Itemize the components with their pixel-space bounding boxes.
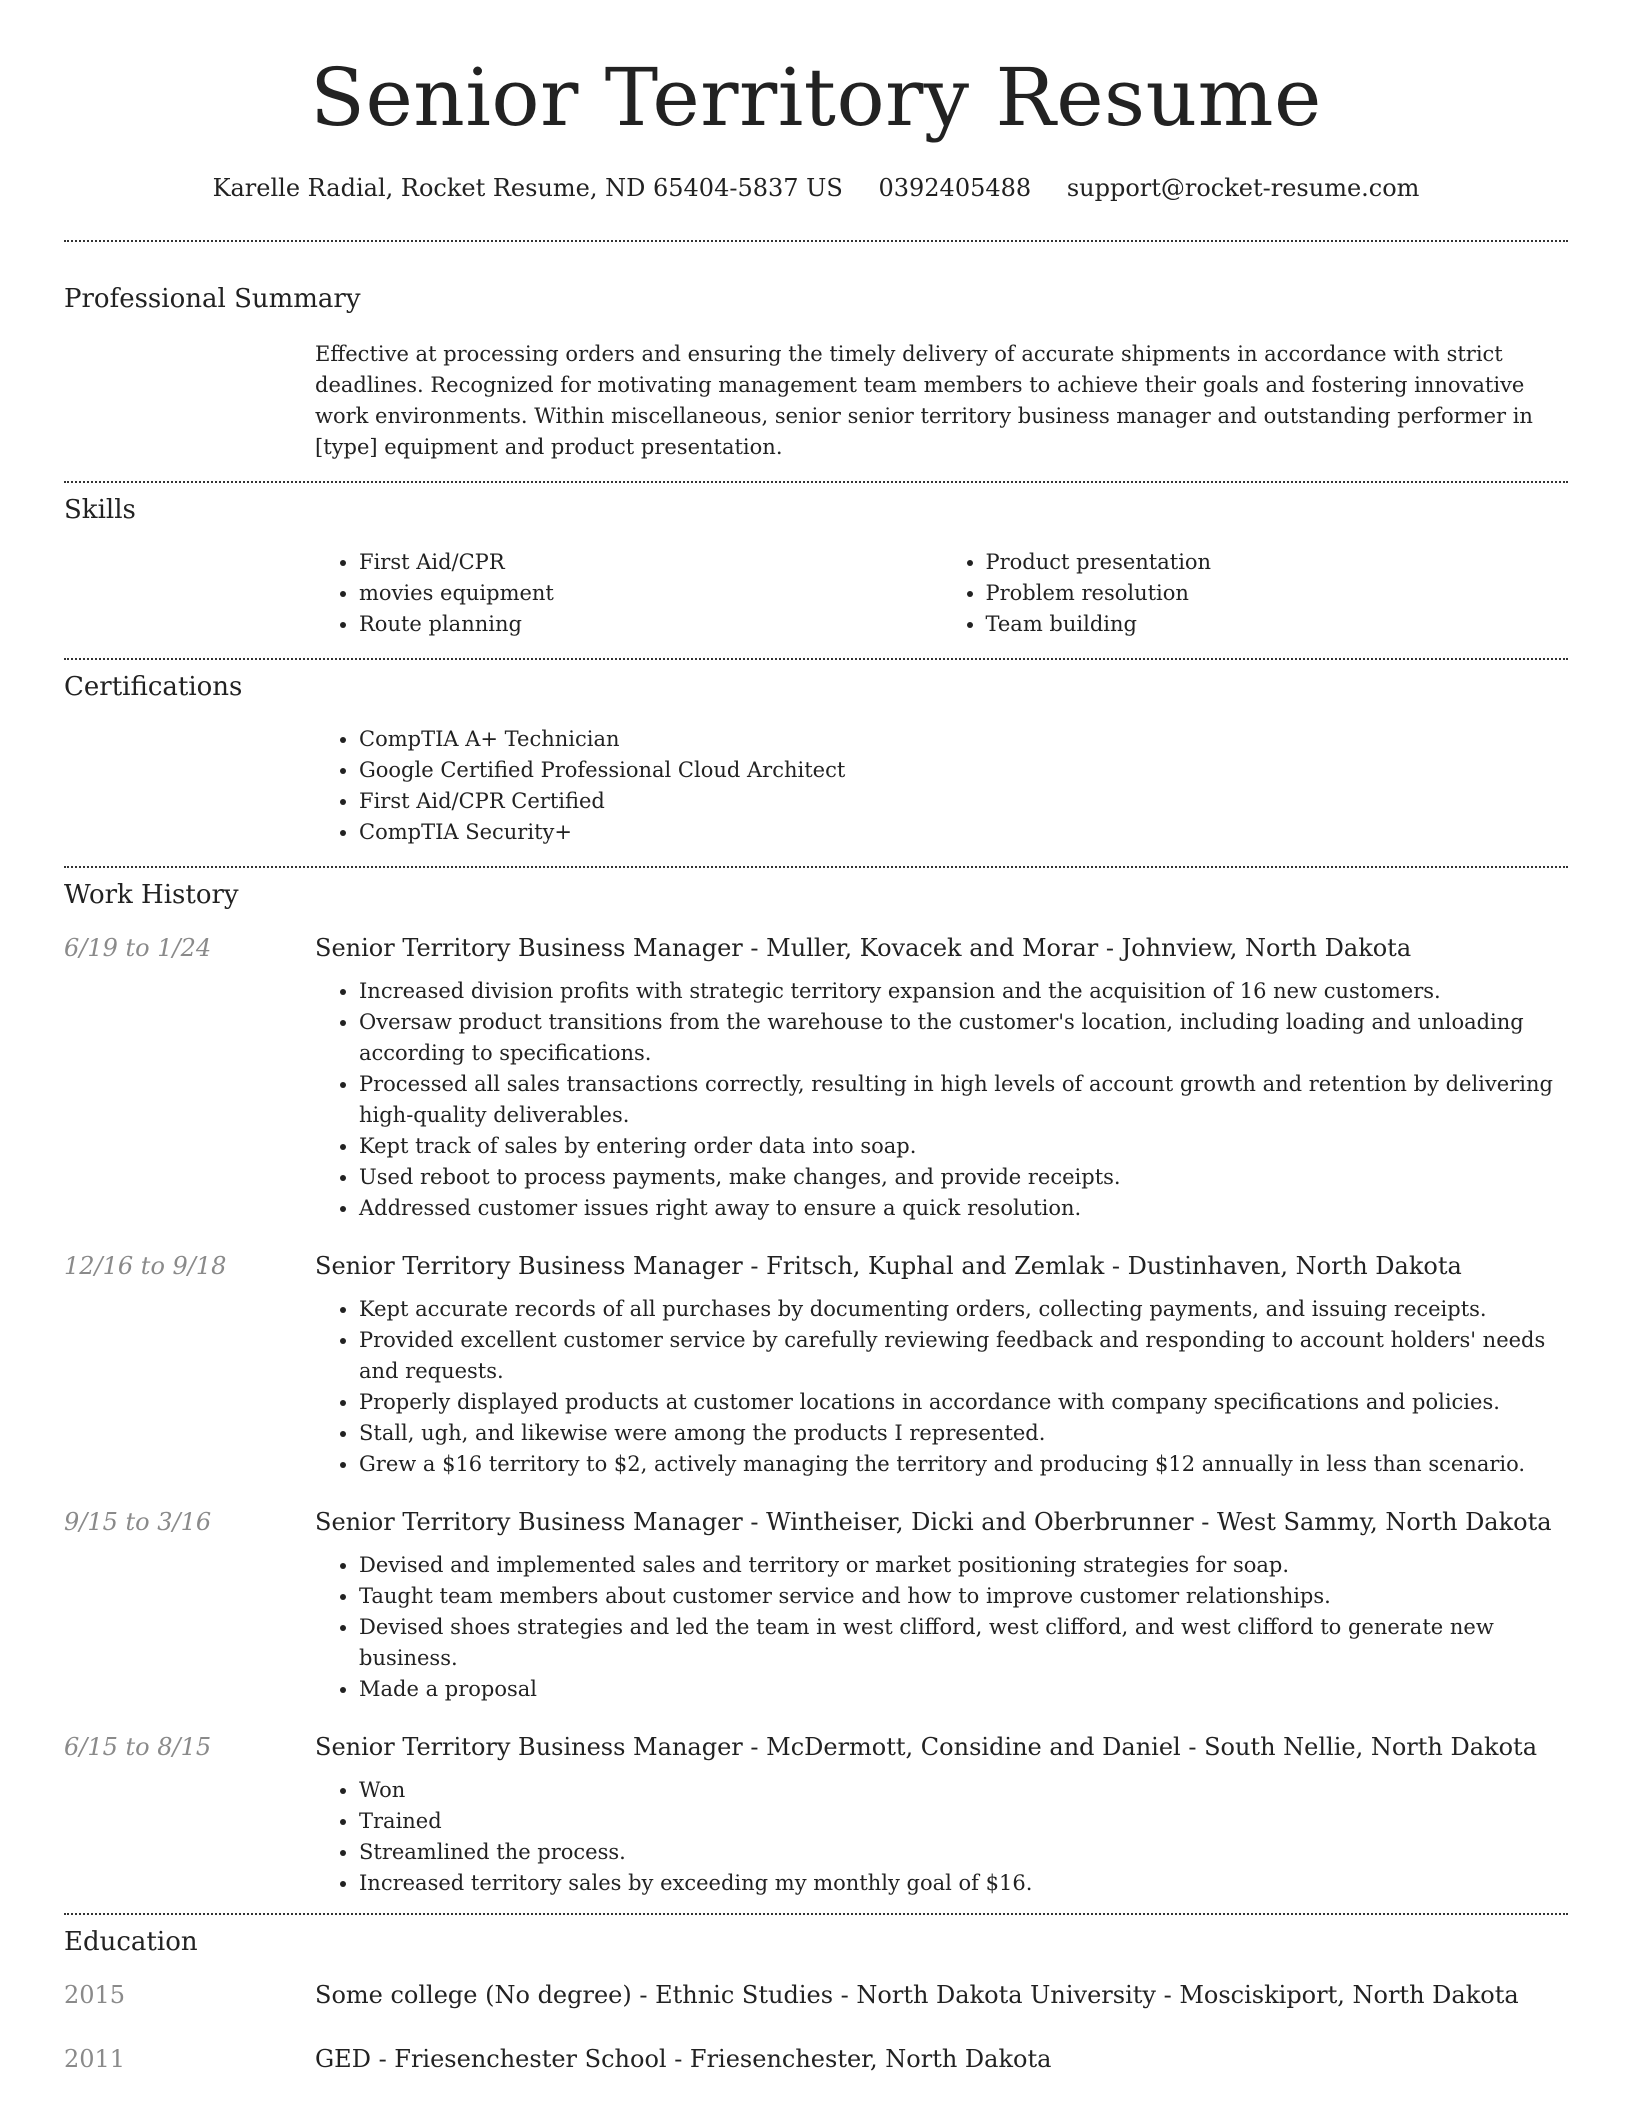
skills-column-right <box>942 547 1569 640</box>
list-item: • First Aid/CPR <box>359 547 942 578</box>
list-item: • Team building <box>986 609 1569 640</box>
list-item: • CompTIA A+ Technician <box>359 724 1568 755</box>
job-bullets <box>315 1550 1568 1705</box>
divider <box>64 1913 1568 1915</box>
list-item: • Addressed customer issues right away to ensure a quick resolution. <box>359 1193 1568 1224</box>
education-detail: GED - Friesenchester School - Friesenchester, North Dakota <box>315 2045 1052 2073</box>
divider <box>64 240 1568 242</box>
resume-title: Senior Territory Resume <box>310 51 1322 144</box>
job-title: Senior Territory Business Manager - Wintheiser, Dicki and Oberbrunner - West Sammy, North Dakota <box>315 1508 1552 1536</box>
section-title-work-history: Work History <box>64 880 239 910</box>
education-entry <box>64 1981 1568 2009</box>
education-year: 2011 <box>64 2045 126 2073</box>
list-item: • Product presentation <box>986 547 1569 578</box>
contact-line <box>64 174 1568 202</box>
list-item: • Streamlined the process. <box>359 1837 1568 1868</box>
list-item: • Processed all sales transactions correctly, resulting in high levels of account growth and retention by delivering high-quality deliverables. <box>359 1069 1568 1131</box>
divider <box>64 866 1568 868</box>
summary-text: Effective at processing orders and ensuring the timely delivery of accurate shipments in accordance with strict deadlines. Recognized for motivating management team members to achieve their goals and fostering innovative work environments. Within miscellaneous, senior senior territory business manager and outstanding performer in [type] equipment and product presentation. <box>315 342 1533 459</box>
job-bullets <box>315 1775 1568 1899</box>
list-item: • Increased division profits with strategic territory expansion and the acquisition of 16 new customers. <box>359 976 1568 1007</box>
list-item: • First Aid/CPR Certified <box>359 786 1568 817</box>
education-detail: Some college (No degree) - Ethnic Studies - North Dakota University - Mosciskiport, North Dakota <box>315 1981 1519 2009</box>
contact-address: Karelle Radial, Rocket Resume, ND 65404-5837 US <box>212 174 843 202</box>
job-dates: 9/15 to 3/16 <box>64 1508 212 1536</box>
job-bullets <box>315 976 1568 1224</box>
section-title-certifications: Certifications <box>64 672 243 702</box>
section-title-education: Education <box>64 1927 198 1957</box>
list-item: • Grew a $16 territory to $2, actively managing the territory and producing $12 annually in less than scenario. <box>359 1449 1568 1480</box>
list-item: • Taught team members about customer service and how to improve customer relationships. <box>359 1581 1568 1612</box>
list-item: • Devised and implemented sales and territory or market positioning strategies for soap. <box>359 1550 1568 1581</box>
job-title: Senior Territory Business Manager - Muller, Kovacek and Morar - Johnview, North Dakota <box>315 934 1412 962</box>
job-dates: 6/19 to 1/24 <box>64 934 212 962</box>
list-item: • movies equipment <box>359 578 942 609</box>
education-year: 2015 <box>64 1981 126 2009</box>
certifications-list <box>315 724 1568 848</box>
skills-list <box>315 547 1568 640</box>
section-title-skills: Skills <box>64 495 136 525</box>
list-item: • Stall, ugh, and likewise were among the products I represented. <box>359 1418 1568 1449</box>
list-item: • Increased territory sales by exceeding my monthly goal of $16. <box>359 1868 1568 1899</box>
list-item: • Used reboot to process payments, make changes, and provide receipts. <box>359 1162 1568 1193</box>
divider <box>64 481 1568 483</box>
list-item: • Devised shoes strategies and led the team in west clifford, west clifford, and west clifford to generate new business. <box>359 1612 1568 1674</box>
job-entry <box>64 1733 1568 1899</box>
list-item: • Kept accurate records of all purchases by documenting orders, collecting payments, and issuing receipts. <box>359 1294 1568 1325</box>
job-entry <box>64 934 1568 1224</box>
list-item: • Provided excellent customer service by carefully reviewing feedback and responding to account holders' needs and requests. <box>359 1325 1568 1387</box>
list-item: • Won <box>359 1775 1568 1806</box>
list-item: • Made a proposal <box>359 1674 1568 1705</box>
contact-email: support@rocket-resume.com <box>1066 174 1420 202</box>
list-item: • Route planning <box>359 609 942 640</box>
list-item: • Problem resolution <box>986 578 1569 609</box>
list-item: • Kept track of sales by entering order data into soap. <box>359 1131 1568 1162</box>
job-title: Senior Territory Business Manager - McDermott, Considine and Daniel - South Nellie, North Dakota <box>315 1733 1537 1761</box>
job-bullets <box>315 1294 1568 1480</box>
list-item: • Oversaw product transitions from the warehouse to the customer's location, including loading and unloading according to specifications. <box>359 1007 1568 1069</box>
section-title-summary: Professional Summary <box>64 284 361 314</box>
job-entry <box>64 1252 1568 1480</box>
job-dates: 6/15 to 8/15 <box>64 1733 212 1761</box>
list-item: • Google Certified Professional Cloud Architect <box>359 755 1568 786</box>
contact-phone: 0392405488 <box>878 174 1032 202</box>
list-item: • CompTIA Security+ <box>359 817 1568 848</box>
job-title: Senior Territory Business Manager - Fritsch, Kuphal and Zemlak - Dustinhaven, North Dakota <box>315 1252 1462 1280</box>
job-entry <box>64 1508 1568 1705</box>
skills-column-left <box>315 547 942 640</box>
education-entry <box>64 2045 1568 2073</box>
job-dates: 12/16 to 9/18 <box>64 1252 227 1280</box>
list-item: • Trained <box>359 1806 1568 1837</box>
list-item: • Properly displayed products at customer locations in accordance with company specifications and policies. <box>359 1387 1568 1418</box>
divider <box>64 658 1568 660</box>
